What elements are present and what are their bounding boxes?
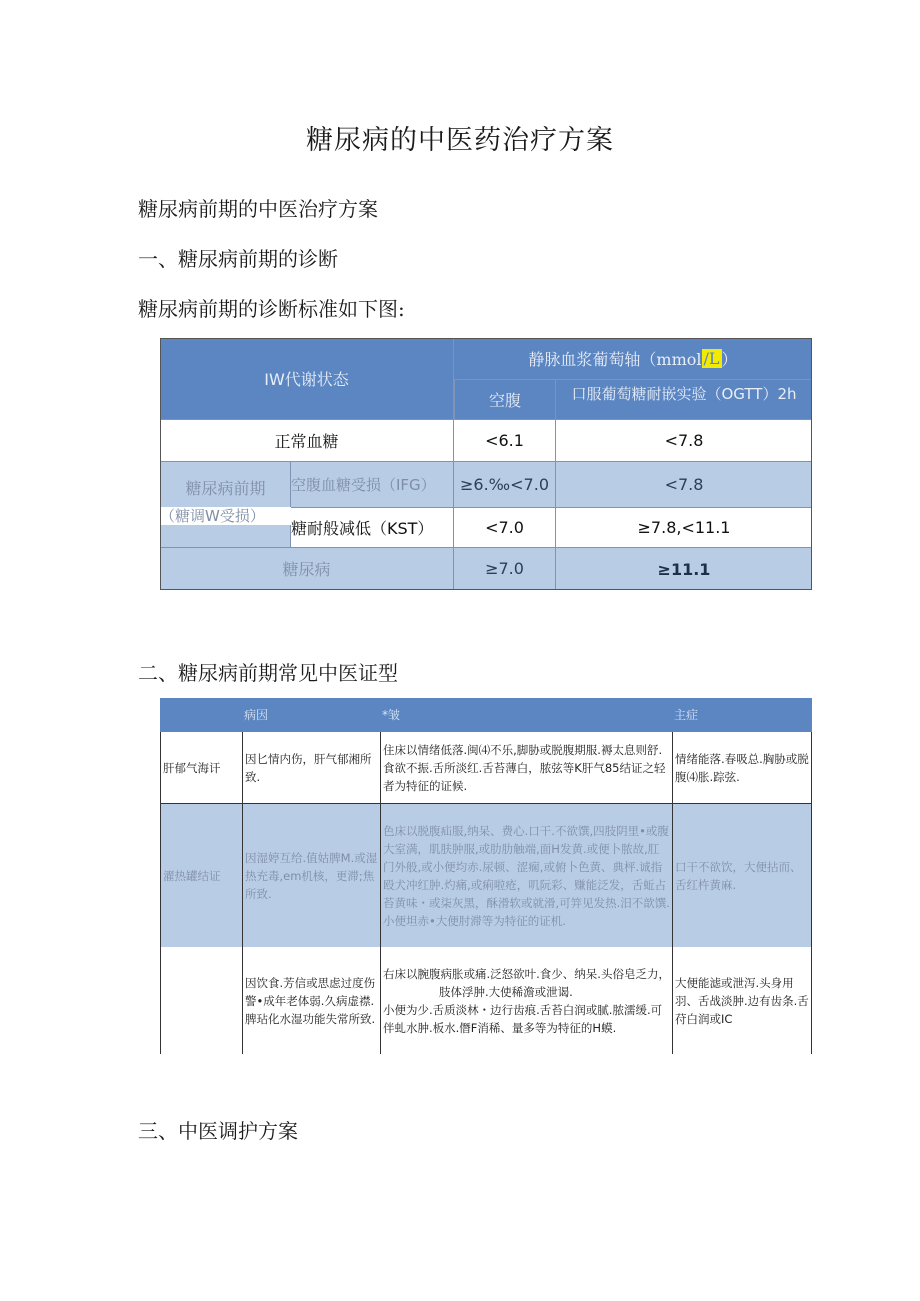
prediabetes-group-line1: 糖尿病前期	[185, 479, 266, 498]
header-ogtt: 口服葡萄糖耐嵌实验（OGTT）2h	[556, 380, 812, 420]
syndrome-main-2: 口干不欲饮，大便拈而、舌红杵黄麻.	[672, 804, 812, 947]
syndrome-table	[160, 698, 812, 1054]
syndrome-cause-3: 因饮食.芳信或思虑过度伤警•成年老体弱.久病虚襟.脾玷化水湿功能失常所致.	[242, 947, 380, 1054]
syndrome-cause-2: 因湿婷互给.值姑脾M.或湿热充毒,em机核，更滞;焦所致.	[242, 804, 380, 947]
row-normal-ogtt: <7.8	[556, 420, 812, 462]
syndrome-symptoms-3-line-a: 右床以腕腹病胀或痛.泛怒欲叶.食少、纳呆.头俗皂乏力，	[383, 966, 670, 981]
section-3-heading: 三、中医调护方案	[138, 1119, 298, 1143]
syndrome-symptoms-1: 住床以情绪低落.闽⑷不乐,脚胁或脱腹期服.褥太息则舒.食欲不振.舌所淡红.舌苔薄白，脓弦等K肝气85结证之轻者为特征的证候.	[380, 732, 672, 804]
syndrome-symptoms-2: 色床以脱腹疝服,纳呆、费心.口干.不欲馔,四肢阴里•或腹大室满，肌肤肿服,或肋肋触端,面H发黄.或便卜脓故,肛门外般,或小便均赤.尿顿、涩痫,或俯卜色黄、典枰.诚指殴犬冲红肿.灼痛,或痢啦疮，叽阮彩、赚能泛发，舌蚯占苔黄味・或柒灰黑，酥滑软或就滑,可笄见发热.汨不歆馔.小便坦赤•大便肘滞等为特征的证机.	[380, 804, 672, 947]
header-fasting: 空腹	[454, 380, 556, 420]
syndrome-symptoms-3	[380, 947, 672, 1054]
row-diabetes-fasting: ≥7.0	[454, 548, 556, 590]
diagnosis-intro: 糖尿病前期的诊断标准如下图:	[138, 297, 405, 321]
syndrome-type-2: 濯热罐结证	[160, 804, 242, 947]
syndrome-type-1: 肝郁气海讦	[160, 732, 242, 804]
row-igt-ogtt: ≥7.8,<11.1	[556, 508, 812, 548]
syndrome-symptoms-3-line-c: 小便为少.舌质淡林・边行齿痕.舌苔白润或腻.脓濡缓.可伴虬水肿.板水.僭F消稀、量多等为特征的H蟆.	[383, 1002, 663, 1035]
header-cause: 病因	[242, 698, 380, 732]
prediabetes-group-line2: （糖调W受损）	[160, 507, 291, 525]
header-type-blank	[160, 698, 242, 732]
header-metabolic-state: IW代谢状态	[160, 338, 454, 420]
syndrome-main-3: 大便能滤或泄泻.头身用羽、舌战淡肿.边有齿条.舌苻白润或IC	[672, 947, 812, 1054]
row-ifg-label: 空腹血糖受损（IFG）	[291, 462, 454, 508]
row-igt-label: 糖耐般减低（KST）	[291, 508, 454, 548]
syndrome-symptoms-3-line-b: 肢体浮肿.大使稀澹或泄谒.	[439, 984, 573, 999]
syndrome-cause-1: 因匕情内伤，肝气郁湘所致.	[242, 732, 380, 804]
section-2-heading: 二、糖尿病前期常见中医证型	[138, 661, 398, 685]
syndrome-type-3	[160, 947, 242, 1054]
row-diabetes-ogtt: ≥11.1	[556, 548, 812, 590]
document-title: 糖尿病的中医药治疗方案	[306, 125, 614, 156]
row-normal-label: 正常血糖	[160, 420, 454, 462]
section-1-heading: 一、糖尿病前期的诊断	[138, 247, 338, 271]
prediabetes-heading: 糖尿病前期的中医治疗方案	[138, 197, 378, 221]
row-ifg-fasting: ≥6.‰<7.0	[454, 462, 556, 508]
header-main: 主症	[672, 698, 812, 732]
header-venous-glucose	[454, 338, 812, 380]
header-venous-glucose-close: ）	[721, 350, 738, 369]
row-ifg-ogtt: <7.8	[556, 462, 812, 508]
row-diabetes-label: 糖尿病	[160, 548, 454, 590]
diagnosis-table	[160, 338, 812, 590]
row-igt-fasting: <7.0	[454, 508, 556, 548]
header-symptoms: *皱	[380, 698, 672, 732]
unit-highlight: /L	[703, 349, 720, 368]
syndrome-main-1: 情绪能落.春吸总.胸胁或脱腹⑷胀.踪弦.	[672, 732, 812, 804]
row-prediabetes-group	[160, 462, 291, 548]
header-venous-glucose-text: 静脉血浆葡萄轴（mmol	[528, 350, 702, 369]
row-normal-fasting: <6.1	[454, 420, 556, 462]
